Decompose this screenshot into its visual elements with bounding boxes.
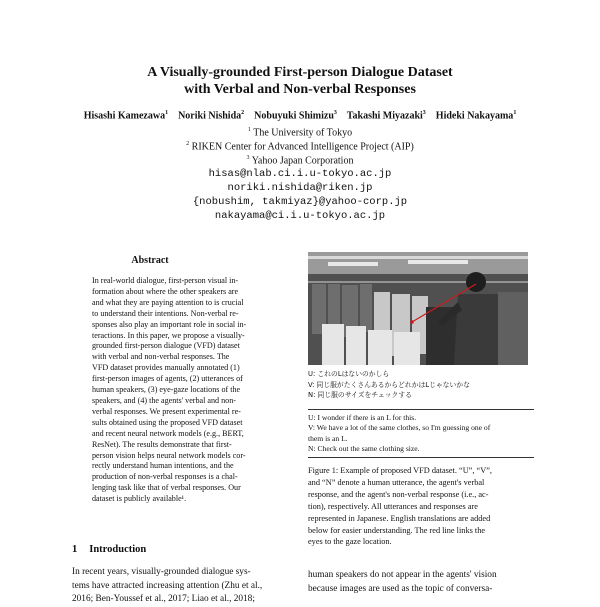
- divider: [308, 457, 534, 458]
- english-translation: U: I wonder if there is an L for this. V: We have a lot of the same clothes, so I'm guessing one of them is an L. N: Check out the same clothing size.: [308, 413, 491, 454]
- author-name: Hideki Nakayama: [435, 110, 514, 122]
- abstract-body: In real-world dialogue, first-person visual in- formation about where the other speakers are and what they are paying attention to is crucial to understand their intentions. Non-verbal re- sponses also play an important role in social in- teractions. In this paper, we propose a visually- grounded first-person dialogue (VFD) dataset with verbal and non-verbal responses. The VFD dataset provides manually annotated (1) first-person images of agents, (2) utterances of human speakers, (3) eye-gaze locations of the speakers, and (4) the agents' verbal and non- verbal responses. We present experimental re- sults obtained using the proposed VFD dataset and recent neural network models (e.g., BERT, ResNet). The results demonstrate that first- person vision helps neural network models cor- rectly understand human intentions, and the production of non-verbal responses is a chal- lenging task like that of verbal responses. Our dataset is publicly available¹.: [92, 276, 247, 504]
- introduction-text: In recent years, visually-grounded dialogue sys- tems have attracted increasing attention (Zhu et al., 2016; Ben-Youssef et al., 2017; Liao et al., 2018;: [72, 567, 263, 604]
- author-name: Hisashi Kamezawa: [83, 110, 166, 122]
- gaze-point: [410, 320, 414, 324]
- divider: [308, 409, 534, 410]
- paper-title-line-2: with Verbal and Non-verbal Responses: [184, 82, 416, 97]
- affiliation-1: $^1$ The University of Tokyo: [247, 127, 353, 139]
- figure-caption: Figure 1: Example of proposed VFD dataset. “U”, “V”, and “N” denote a human utterance, the agent's verbal response, and the agent's non-verbal response (i.e., ac- tion), respectively. All utterances and responses are represented in Japanese. English translations are added below for easier understanding. The red line links the eyes to the gaze location.: [308, 466, 492, 547]
- email-4: nakayama@ci.i.u-tokyo.ac.jp: [214, 210, 386, 222]
- affiliation-2: $^2$ RIKEN Center for Advanced Intelligence Project (AIP): [186, 141, 414, 153]
- email-1: hisas@nlab.ci.i.u-tokyo.ac.jp: [208, 168, 392, 180]
- column-2-text: human speakers do not appear in the agents' vision because images are used as the topic of conversa-: [308, 570, 497, 594]
- section-heading-introduction: 1 Introduction: [72, 544, 147, 555]
- author-list: Hisashi Kamezawa$^1$ Noriki Nishida$^2$ Nobuyuki Shimizu$^3$ Takashi Miyazaki$^3$ Hideki Nakayama$^1$: [83, 110, 517, 122]
- author-name: Nobuyuki Shimizu: [254, 110, 334, 122]
- author-name: Takashi Miyazaki: [346, 110, 423, 122]
- affiliation-3: $^3$ Yahoo Japan Corporation: [246, 155, 354, 167]
- abstract-heading: Abstract: [131, 255, 169, 266]
- author-name: Noriki Nishida: [178, 110, 242, 122]
- email-2: noriki.nishida@riken.jp: [227, 182, 373, 194]
- paper-title-line-1: A Visually-grounded First-person Dialogue Dataset: [147, 65, 453, 80]
- email-3: {nobushim, takmiyaz}@yahoo-corp.jp: [192, 196, 408, 208]
- figure-photo: [308, 252, 528, 365]
- store-scene-illustration: [308, 252, 528, 365]
- japanese-dialogue: U: これのLはないのかしら V: 同じ服がたくさんあるからどれかはLじゃないかな N: 同じ服のサイズをチェックする: [308, 370, 470, 399]
